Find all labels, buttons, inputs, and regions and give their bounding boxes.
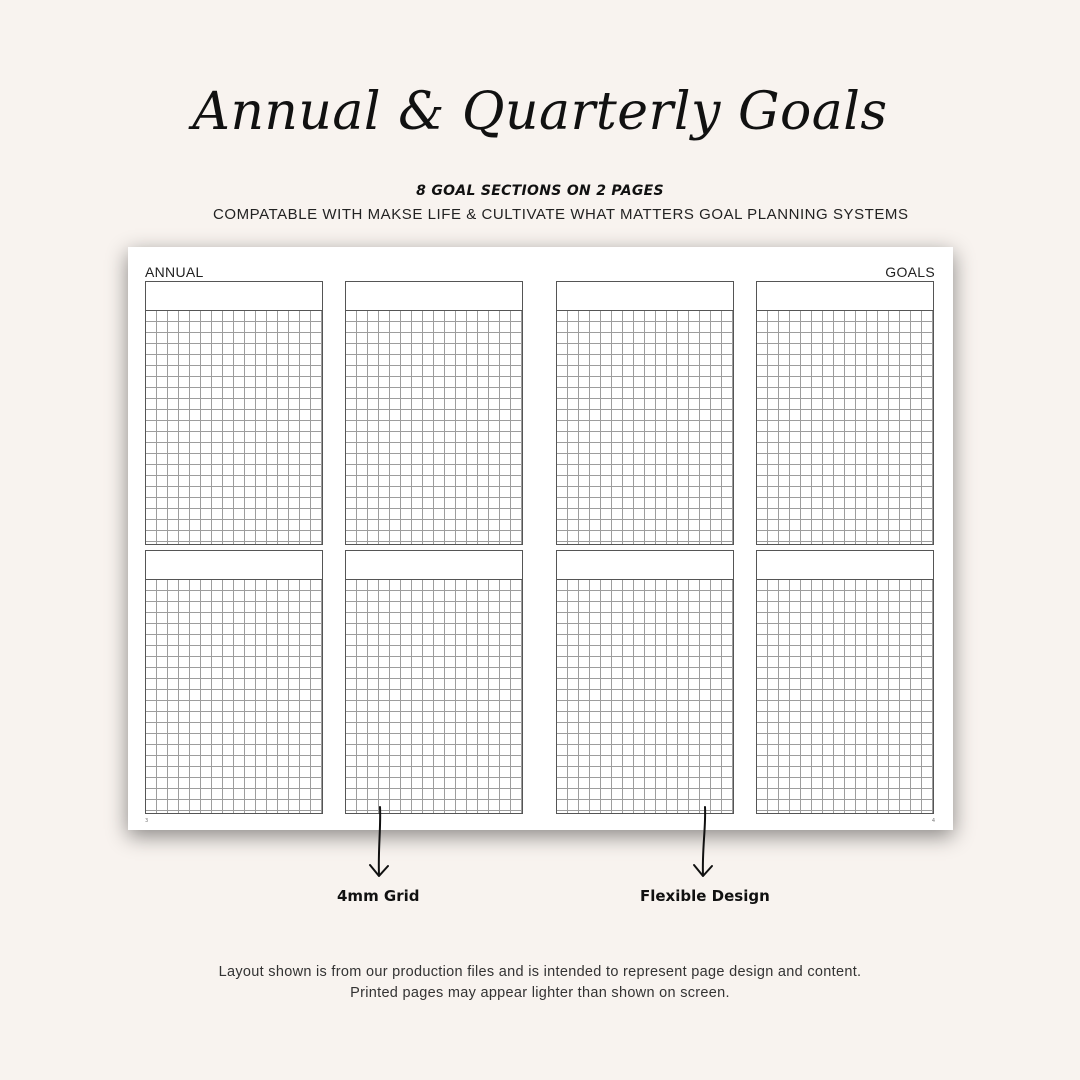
goal-grid <box>345 580 523 814</box>
goal-grid <box>145 311 323 545</box>
goal-grid <box>556 580 734 814</box>
page-title: Annual & Quarterly Goals <box>192 82 888 142</box>
goal-section <box>756 281 934 545</box>
design-callout: Flexible Design <box>640 887 770 905</box>
right-page-label: GOALS <box>885 264 935 280</box>
goal-section <box>556 281 734 545</box>
goal-title-box <box>756 550 934 580</box>
goal-grid <box>556 311 734 545</box>
compatibility-note: COMPATABLE WITH MAKSE LIFE & CULTIVATE WHAT MATTERS GOAL PLANNING SYSTEMS <box>213 206 909 223</box>
goal-title-box <box>556 281 734 311</box>
arrow-down-icon <box>689 805 719 881</box>
goal-section <box>345 550 523 814</box>
grid-callout: 4mm Grid <box>337 887 420 905</box>
left-page-number: 3 <box>145 818 149 824</box>
goal-grid <box>145 580 323 814</box>
goal-section <box>145 550 323 814</box>
disclaimer-line-2: Printed pages may appear lighter than shown on screen. <box>350 985 730 1001</box>
left-page-label: ANNUAL <box>145 264 204 280</box>
right-page-number: 4 <box>931 818 935 824</box>
goal-grid <box>345 311 523 545</box>
goal-grid <box>756 580 934 814</box>
goal-title-box <box>145 550 323 580</box>
goal-section <box>556 550 734 814</box>
planner-spread <box>128 247 953 830</box>
disclaimer-line-1: Layout shown is from our production files and is intended to represent page design and content. <box>218 964 862 980</box>
goal-title-box <box>145 281 323 311</box>
goal-section <box>345 281 523 545</box>
goal-section <box>145 281 323 545</box>
goal-title-box <box>345 281 523 311</box>
sections-heading: 8 GOAL SECTIONS ON 2 PAGES <box>416 183 664 199</box>
goal-section <box>756 550 934 814</box>
arrow-down-icon <box>364 805 394 881</box>
goal-title-box <box>556 550 734 580</box>
goal-grid <box>756 311 934 545</box>
goal-title-box <box>345 550 523 580</box>
goal-title-box <box>756 281 934 311</box>
